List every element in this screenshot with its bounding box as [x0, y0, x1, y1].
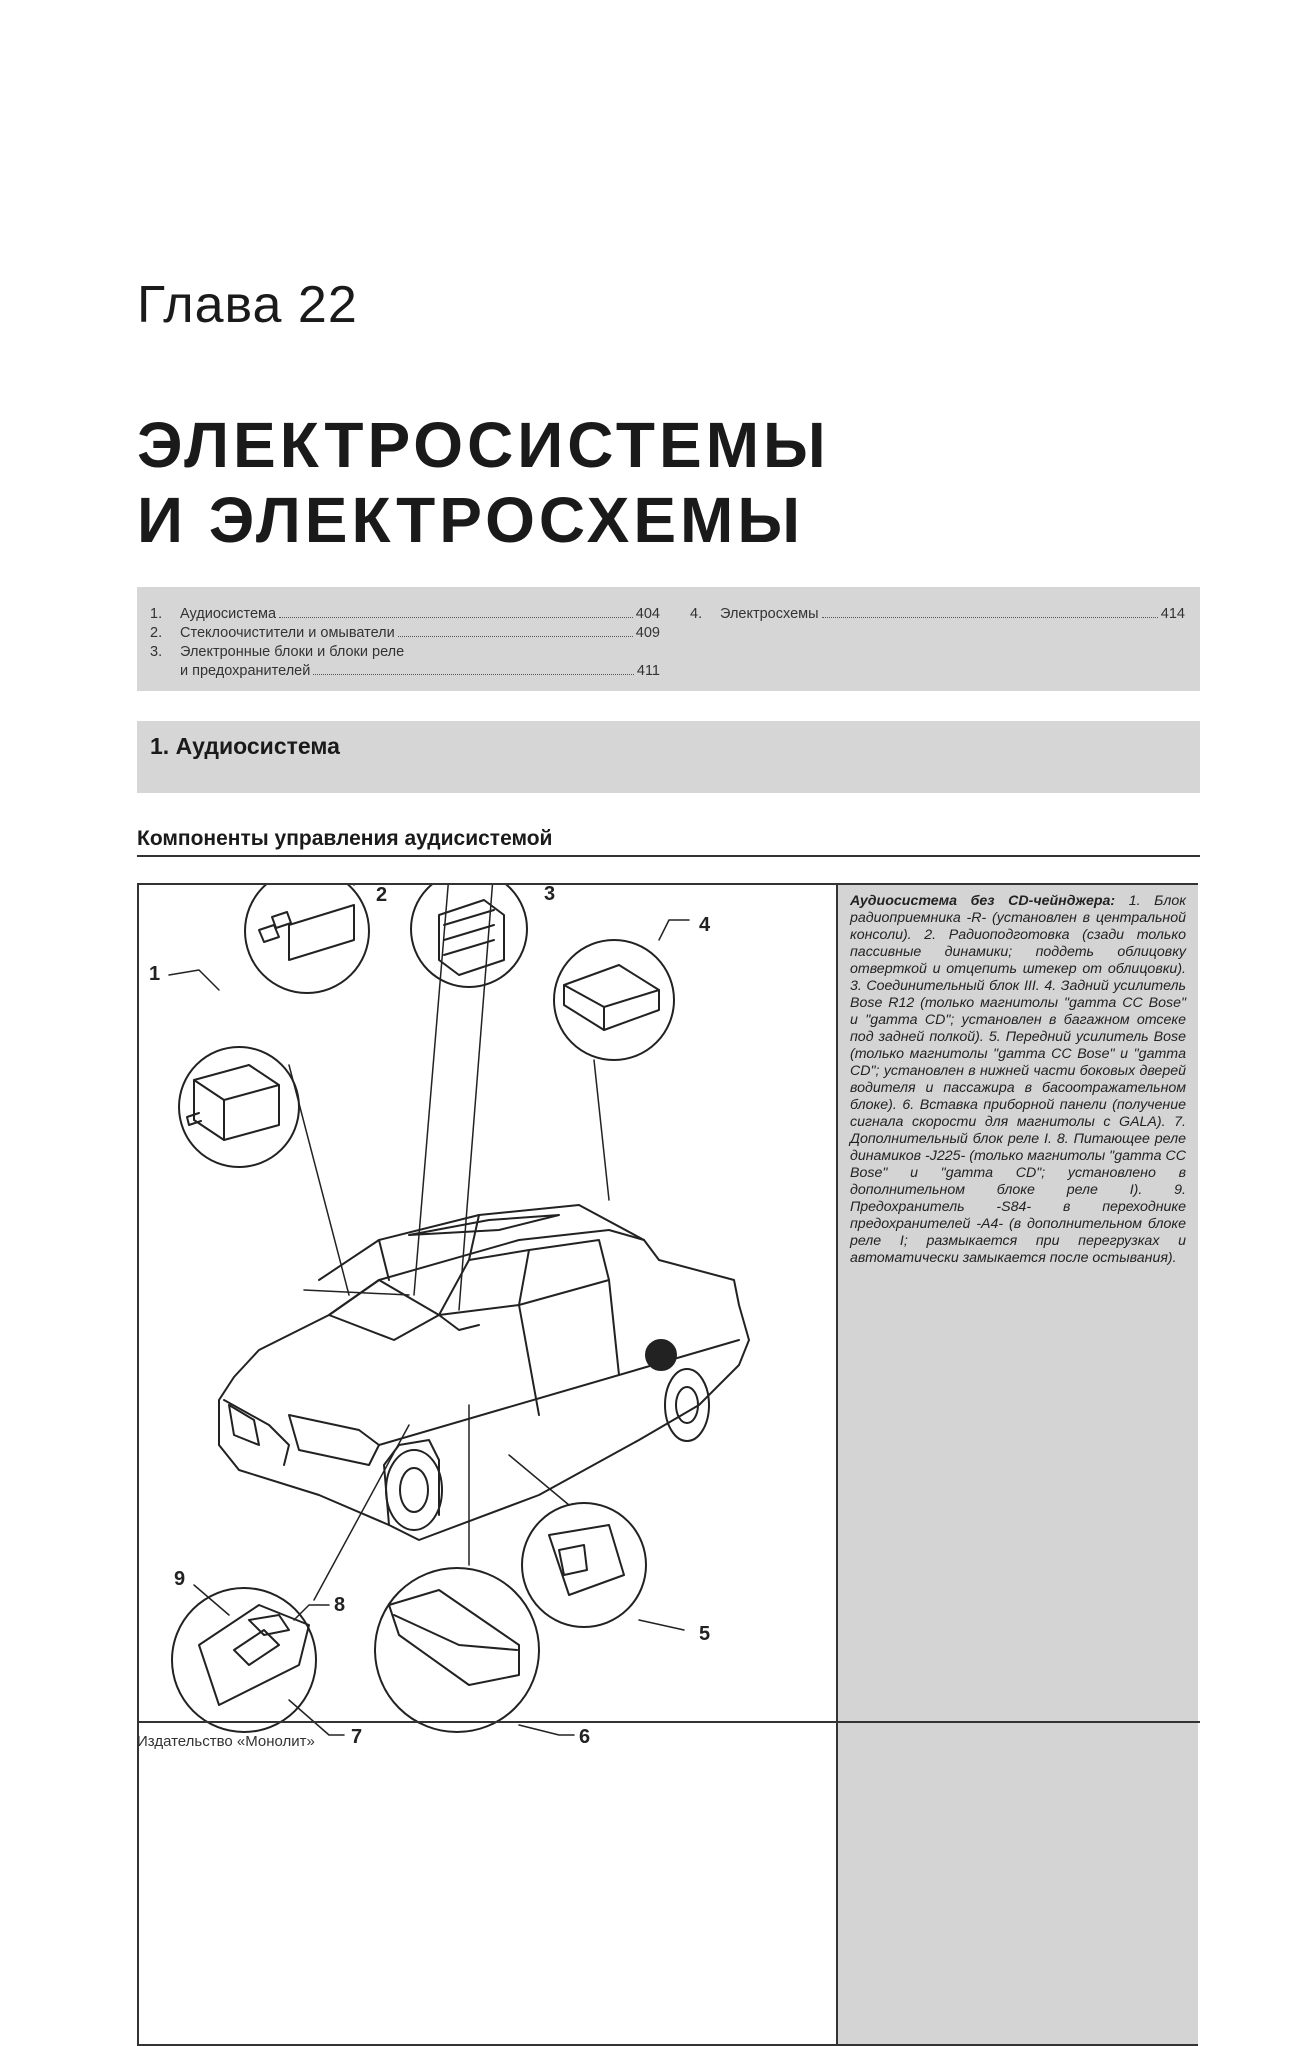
toc-item[interactable] — [690, 606, 1185, 622]
caption-item: 8. Питающее реле динамиков -J225- (только магнитолы "gamma CC Bose" и "gamma CD"; установлено в дополнительном блоке реле I). — [850, 1131, 1186, 1198]
caption-item: 3. Соединительный блок III. — [850, 978, 1040, 994]
section-title: 1. Аудиосистема — [150, 733, 340, 759]
detail-circle-1 — [179, 1047, 299, 1167]
callout-4: 4 — [699, 914, 711, 936]
figure-caption — [850, 893, 1186, 1267]
toc-leader — [279, 616, 633, 618]
figure-divider — [836, 883, 838, 2046]
toc-item-continued[interactable] — [150, 663, 660, 679]
caption-heading: Аудиосистема без CD-чейнджера: — [850, 893, 1116, 909]
callout-6: 6 — [579, 1726, 591, 1748]
detail-circle-2 — [245, 885, 369, 993]
toc-page: 409 — [635, 625, 660, 641]
callout-9: 9 — [174, 1568, 186, 1590]
toc-page: 404 — [635, 606, 660, 622]
subsection-title: Компоненты управления аудисистемой — [137, 827, 553, 850]
callout-3: 3 — [544, 885, 556, 905]
callout-5: 5 — [699, 1623, 711, 1645]
caption-item: 4. Задний усилитель Bose R12 (только магнитолы "gamma CC Bose" и "gamma CD"; установлен в багажном отсеке под задней полкой). — [850, 978, 1187, 1045]
caption-item: 6. Вставка приборной панели (получение сигнала скорости для магнитолы с GALA). — [850, 1097, 1187, 1130]
toc-number: 1. — [150, 606, 163, 622]
caption-item: 5. Передний усилитель Bose (только магнитолы "gamma CC Bose" и "gamma CD"; установлен в нижней части боковых дверей водителя и пассажира в басоотражательном блоке). — [850, 1029, 1186, 1113]
callout-8: 8 — [334, 1594, 346, 1616]
toc-page: 414 — [1160, 606, 1185, 622]
toc-leader — [822, 616, 1158, 618]
footer-rule — [137, 1721, 1200, 1723]
toc-number: 2. — [150, 625, 163, 641]
toc-number: 3. — [150, 644, 163, 660]
toc-leader — [313, 673, 634, 675]
caption-item: 7. Дополнительный блок реле I. — [850, 1114, 1186, 1147]
toc-page: 411 — [636, 663, 660, 679]
toc-label: Электросхемы — [720, 606, 819, 622]
chapter-title-line-2: И ЭЛЕКТРОСХЕМЫ — [137, 484, 804, 556]
publisher-footer: Издательство «Монолит» — [137, 1733, 315, 1750]
detail-circle-4 — [554, 940, 674, 1060]
detail-circle-3 — [411, 885, 527, 987]
toc-item[interactable] — [150, 644, 660, 660]
callout-1: 1 — [149, 963, 161, 985]
toc-item[interactable] — [150, 625, 660, 641]
callout-2: 2 — [376, 885, 388, 906]
toc-item[interactable] — [150, 606, 660, 622]
caption-item: 9. Предохранитель -S84- в переходнике предохранителей -A4- (в дополнительном блоке реле I; размыкается при перегрузках и автоматически замыкается после остывания). — [850, 1182, 1186, 1266]
detail-circle-5 — [522, 1503, 646, 1627]
detail-circle-7 — [172, 1588, 316, 1732]
caption-item: 2. Радиоподготовка (сзади только пассивные динамики; поддеть облицовку отверткой и отцепить штекер от облицовки). — [850, 927, 1186, 977]
toc-label: Стеклоочистители и омыватели — [180, 625, 395, 641]
toc-label: Электронные блоки и блоки реле — [180, 644, 405, 660]
chapter-title-line-1: ЭЛЕКТРОСИСТЕМЫ — [137, 409, 830, 481]
toc-number: 4. — [690, 606, 703, 622]
chapter-number: Глава 22 — [137, 276, 358, 334]
car-drawing — [219, 1205, 749, 1540]
subsection-rule — [137, 855, 1200, 857]
detail-circle-6 — [375, 1568, 539, 1732]
toc-leader — [398, 635, 633, 637]
toc-label: Аудиосистема — [180, 606, 277, 622]
audio-components-illustration — [139, 885, 836, 2044]
toc-label: и предохранителей — [180, 663, 311, 679]
callout-7: 7 — [351, 1726, 363, 1748]
caption-item: 1. Блок радиоприемника -R- (установлен в центральной консоли). — [850, 893, 1186, 943]
